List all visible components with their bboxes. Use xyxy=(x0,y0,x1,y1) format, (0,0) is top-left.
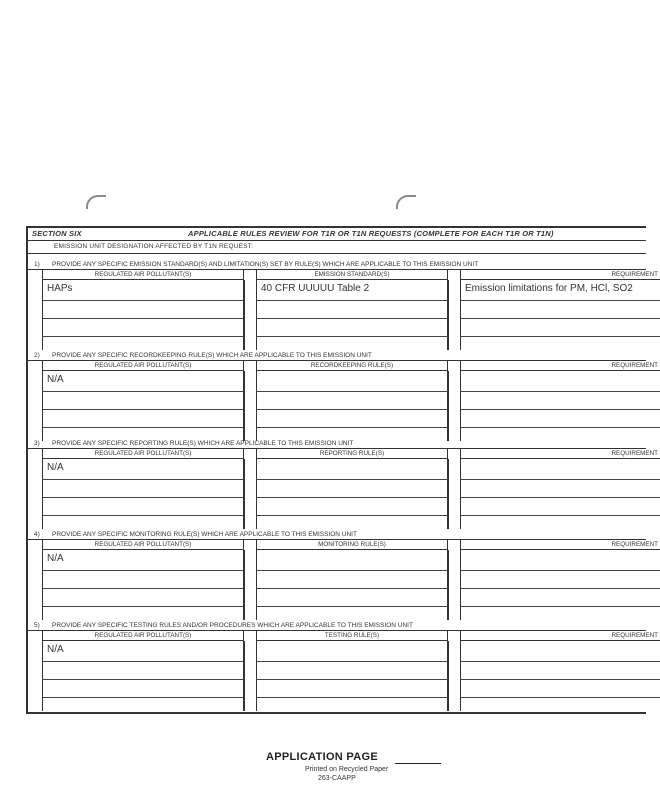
block-number: 5) xyxy=(34,622,40,629)
page-number-blank xyxy=(395,763,441,764)
column-2 xyxy=(256,361,448,441)
rule-cell[interactable]: 40 CFR UUUUU Table 2 xyxy=(261,283,370,294)
entry-line xyxy=(460,427,660,428)
pollutant-cell[interactable]: HAPs xyxy=(47,283,73,294)
column-2 xyxy=(256,631,448,711)
rule-block-1 xyxy=(28,260,658,350)
form-code: 263-CAAPP xyxy=(318,775,356,782)
entry-line xyxy=(42,588,244,589)
entry-line xyxy=(42,391,244,392)
column-gutter xyxy=(244,459,256,529)
block-prompt: PROVIDE ANY SPECIFIC MONITORING RULE(S) WHICH ARE APPLICABLE TO THIS EMISSION UNIT xyxy=(52,531,357,538)
entry-line xyxy=(42,570,244,571)
entry-line xyxy=(42,300,244,301)
entry-line xyxy=(460,497,660,498)
column-gutter xyxy=(244,371,256,441)
column-1 xyxy=(42,449,244,529)
entry-line xyxy=(256,588,448,589)
entry-line xyxy=(460,679,660,680)
pollutant-cell[interactable]: N/A xyxy=(47,553,64,564)
entry-line xyxy=(460,318,660,319)
rule-block-5 xyxy=(28,621,658,711)
rule-block-2 xyxy=(28,351,658,441)
entry-line xyxy=(256,391,448,392)
block-prompt: PROVIDE ANY SPECIFIC REPORTING RULE(S) WHICH ARE APPLICABLE TO THIS EMISSION UNIT xyxy=(52,440,354,447)
column-3 xyxy=(460,361,660,441)
entry-line xyxy=(460,570,660,571)
rule-block-4 xyxy=(28,530,658,620)
block-number: 4) xyxy=(34,531,40,538)
entry-line xyxy=(460,479,660,480)
entry-line xyxy=(256,479,448,480)
section-title-band xyxy=(28,228,646,241)
entry-line xyxy=(42,427,244,428)
column-gutter xyxy=(244,550,256,620)
column-3 xyxy=(460,270,660,350)
entry-line xyxy=(460,606,660,607)
column-header: MONITORING RULE(S) xyxy=(256,540,448,550)
block-prompt: PROVIDE ANY SPECIFIC RECORDKEEPING RULE(S) WHICH ARE APPLICABLE TO THIS EMISSION UNIT xyxy=(52,352,372,359)
block-number: 2) xyxy=(34,352,40,359)
recycled-paper-note: Printed on Recycled Paper xyxy=(305,766,389,773)
entry-line xyxy=(42,479,244,480)
entry-line xyxy=(42,409,244,410)
entry-line xyxy=(256,336,448,337)
column-3 xyxy=(460,631,660,711)
entry-line xyxy=(460,588,660,589)
column-3 xyxy=(460,540,660,620)
column-2 xyxy=(256,540,448,620)
punch-hole-mark-left xyxy=(86,195,106,209)
entry-line xyxy=(460,515,660,516)
pollutant-cell[interactable]: N/A xyxy=(47,644,64,655)
column-gutter xyxy=(448,459,460,529)
column-gutter xyxy=(244,641,256,711)
column-2 xyxy=(256,449,448,529)
entry-line xyxy=(256,697,448,698)
column-header: REQUIREMENT xyxy=(460,631,660,641)
entry-line xyxy=(42,679,244,680)
entry-line xyxy=(460,300,660,301)
entry-line xyxy=(256,409,448,410)
column-2 xyxy=(256,270,448,350)
block-heading xyxy=(28,530,646,540)
entry-line xyxy=(42,497,244,498)
column-1 xyxy=(42,540,244,620)
column-header: REGULATED AIR POLLUTANT(S) xyxy=(42,540,244,550)
entry-line xyxy=(460,409,660,410)
column-header: REGULATED AIR POLLUTANT(S) xyxy=(42,361,244,371)
entry-line xyxy=(256,497,448,498)
entry-line xyxy=(256,300,448,301)
column-header: TESTING RULE(S) xyxy=(256,631,448,641)
entry-line xyxy=(42,697,244,698)
block-heading xyxy=(28,439,646,449)
rule-block-3 xyxy=(28,439,658,529)
entry-line xyxy=(42,661,244,662)
entry-line xyxy=(42,318,244,319)
entry-line xyxy=(256,318,448,319)
punch-hole-mark-right xyxy=(396,195,416,209)
column-header: REGULATED AIR POLLUTANT(S) xyxy=(42,449,244,459)
column-gutter xyxy=(244,280,256,350)
section-number: SECTION SIX xyxy=(32,229,82,238)
entry-line xyxy=(460,661,660,662)
column-header: EMISSION STANDARD(S) xyxy=(256,270,448,280)
entry-line xyxy=(42,515,244,516)
column-header: REGULATED AIR POLLUTANT(S) xyxy=(42,631,244,641)
block-prompt: PROVIDE ANY SPECIFIC EMISSION STANDARD(S) AND LIMITATION(S) SET BY RULE(S) WHICH ARE APPLICABLE TO THIS EMISSION UNIT xyxy=(52,261,479,268)
application-page-label: APPLICATION PAGE xyxy=(266,751,378,763)
column-header: REPORTING RULE(S) xyxy=(256,449,448,459)
entry-line xyxy=(460,697,660,698)
emission-unit-band xyxy=(28,241,646,254)
block-number: 1) xyxy=(34,261,40,268)
column-gutter xyxy=(448,641,460,711)
column-1 xyxy=(42,631,244,711)
column-header: REGULATED AIR POLLUTANT(S) xyxy=(42,270,244,280)
entry-line xyxy=(256,661,448,662)
section-six-form xyxy=(26,226,658,714)
column-1 xyxy=(42,361,244,441)
entry-line xyxy=(256,515,448,516)
section-title: APPLICABLE RULES REVIEW FOR T1R OR T1N REQUESTS (COMPLETE FOR EACH T1R OR T1N) xyxy=(188,229,554,238)
pollutant-cell[interactable]: N/A xyxy=(47,374,64,385)
block-number: 3) xyxy=(34,440,40,447)
pollutant-cell[interactable]: N/A xyxy=(47,462,64,473)
entry-line xyxy=(460,336,660,337)
requirement-cell[interactable]: Emission limitations for PM, HCl, SO2 xyxy=(465,283,633,294)
entry-line xyxy=(42,606,244,607)
column-header: REQUIREMENT xyxy=(460,361,660,371)
block-heading xyxy=(28,621,646,631)
column-header: REQUIREMENT xyxy=(460,540,660,550)
entry-line xyxy=(256,427,448,428)
column-1 xyxy=(42,270,244,350)
block-heading xyxy=(28,260,646,270)
column-3 xyxy=(460,449,660,529)
column-header: RECORDKEEPING RULE(S) xyxy=(256,361,448,371)
column-gutter xyxy=(448,550,460,620)
entry-line xyxy=(256,570,448,571)
block-heading xyxy=(28,351,646,361)
column-header: REQUIREMENT xyxy=(460,449,660,459)
column-gutter xyxy=(448,371,460,441)
emission-unit-label: EMISSION UNIT DESIGNATION AFFECTED BY T1N REQUEST: xyxy=(54,243,254,250)
entry-line xyxy=(42,336,244,337)
entry-line xyxy=(256,679,448,680)
entry-line xyxy=(256,606,448,607)
column-gutter xyxy=(448,280,460,350)
entry-line xyxy=(460,391,660,392)
column-header: REQUIREMENT xyxy=(460,270,660,280)
block-prompt: PROVIDE ANY SPECIFIC TESTING RULES AND/OR PROCEDURES WHICH ARE APPLICABLE TO THIS EMISSION UNIT xyxy=(52,622,413,629)
